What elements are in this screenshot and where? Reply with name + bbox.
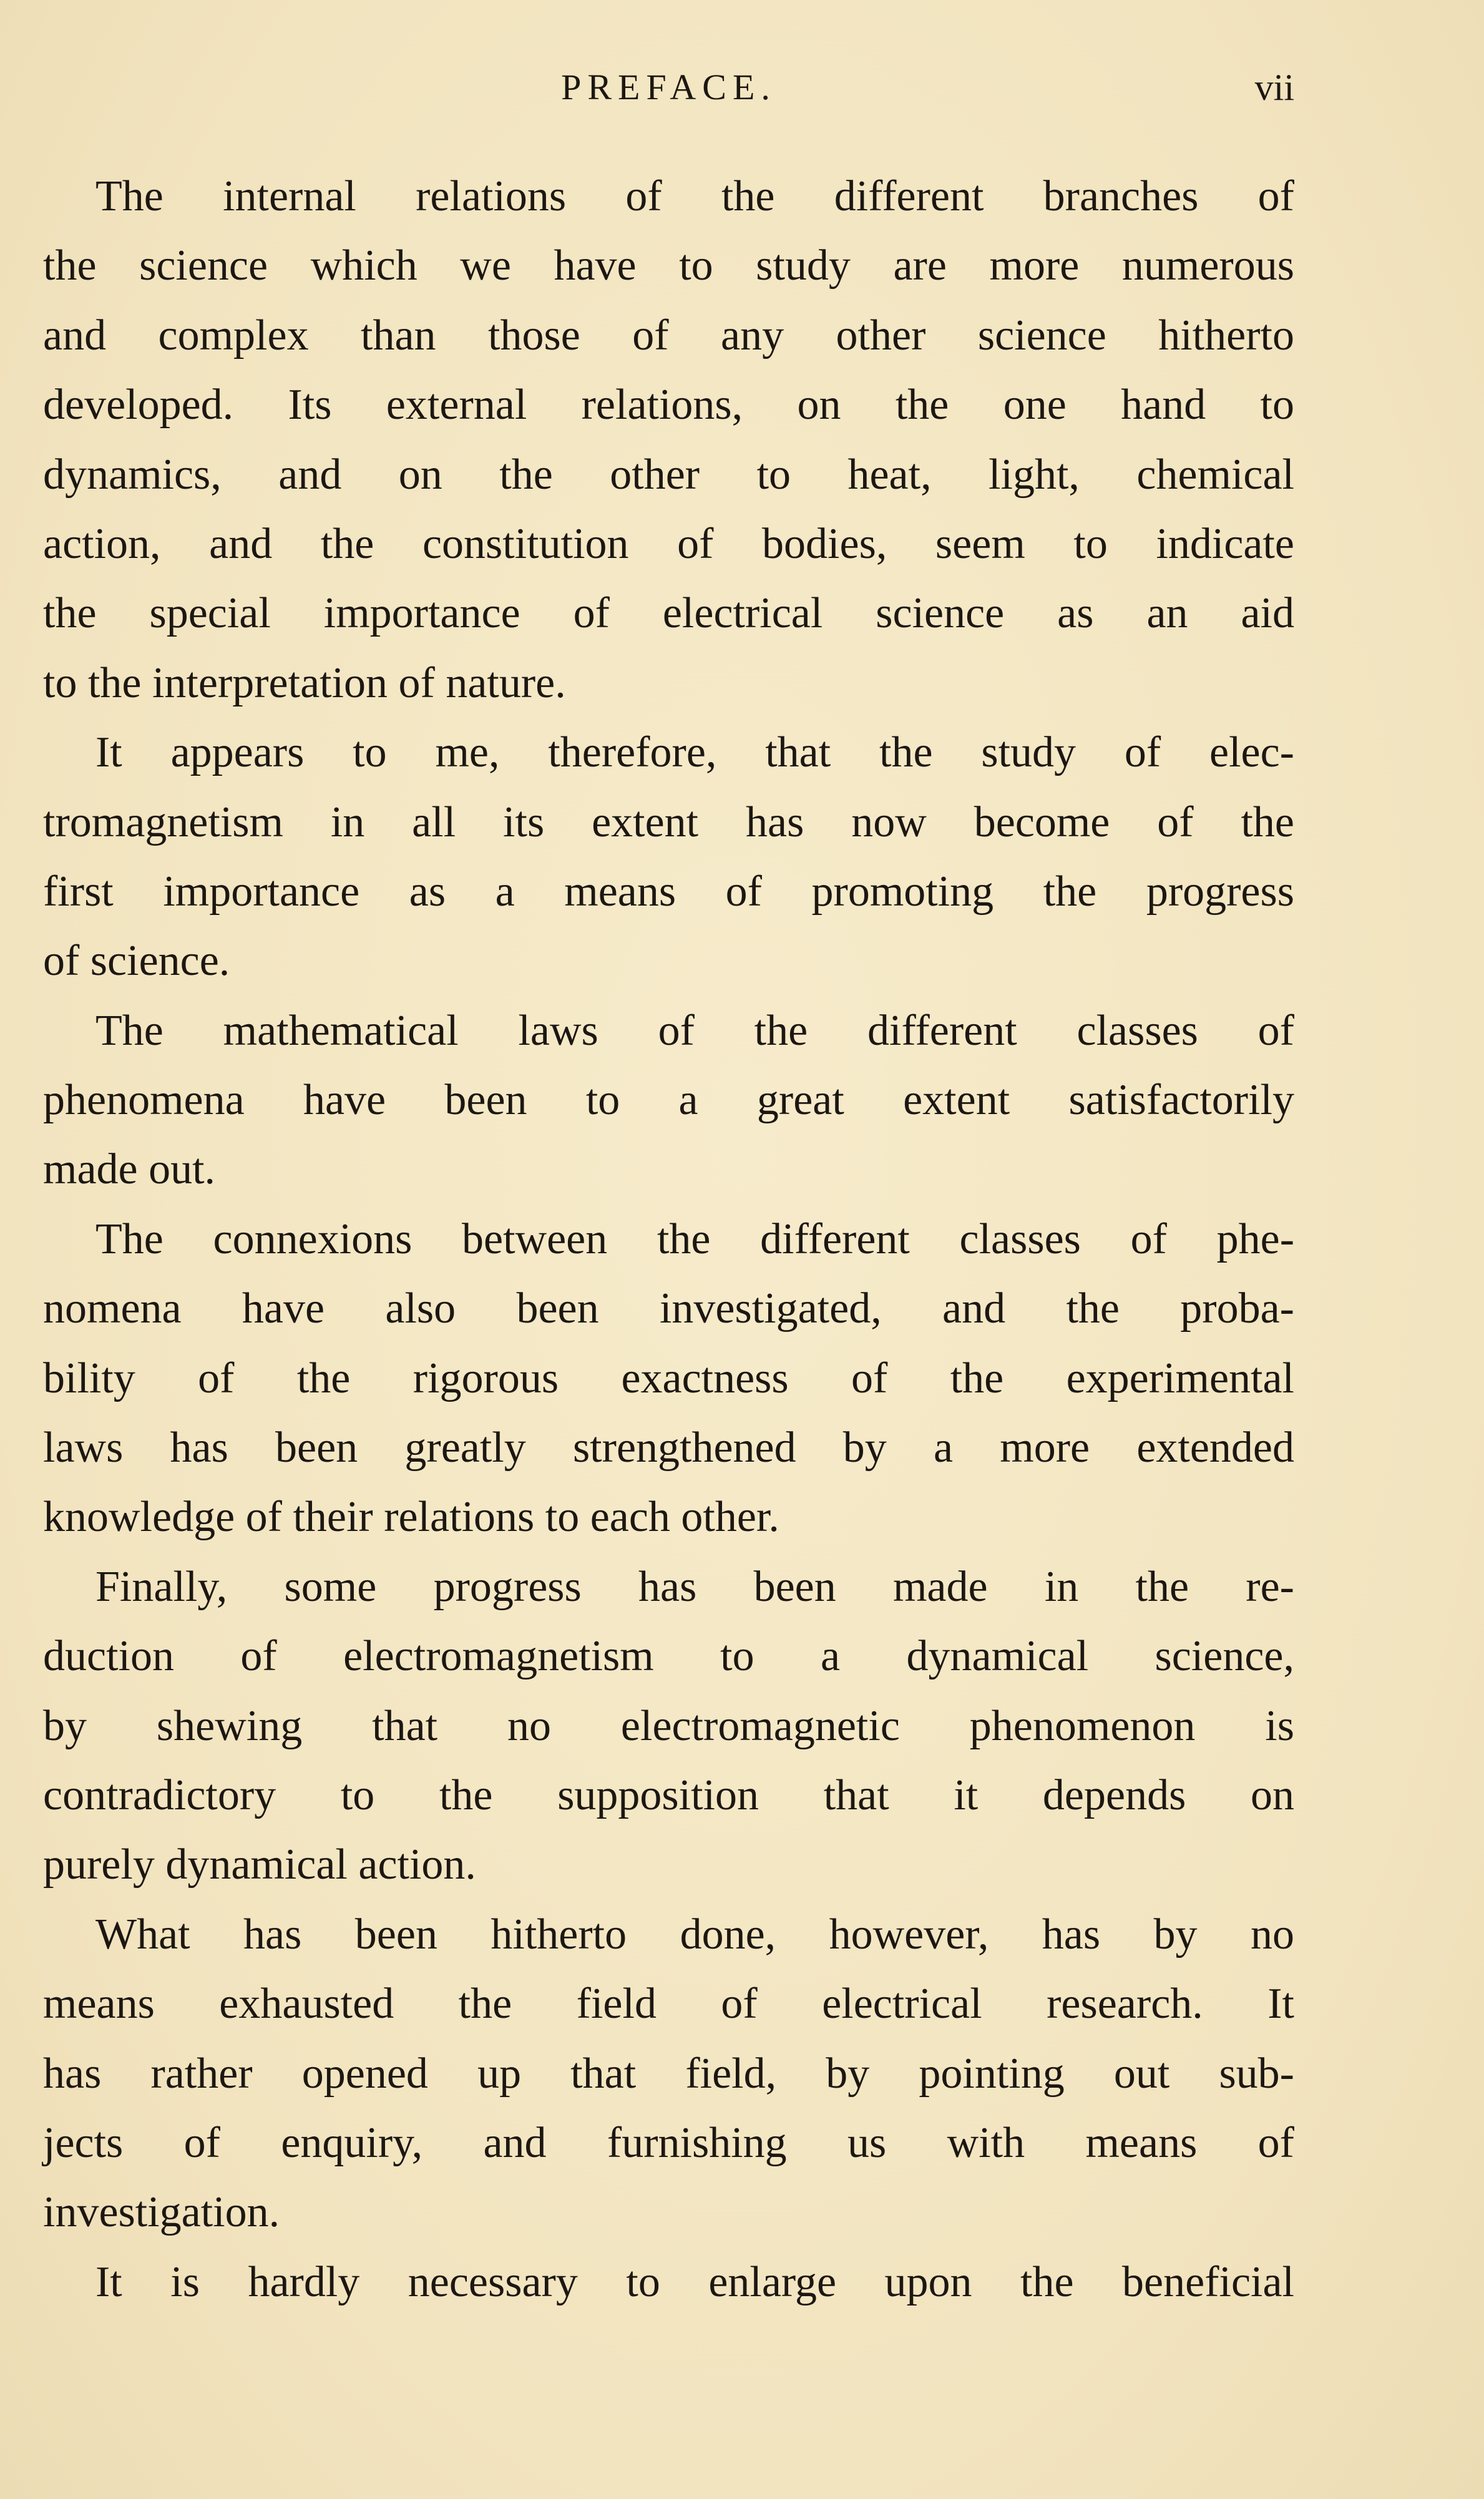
text-line: The connexions between the different classes of phe-: [95, 1215, 1294, 1263]
paragraph: [43, 718, 1294, 996]
text-line: What has been hitherto done, however, has by no: [95, 1910, 1294, 1959]
text-line: It appears to me, therefore, that the study of elec-: [95, 728, 1294, 777]
text-line: developed. Its external relations, on the one hand to: [43, 381, 1294, 429]
text-line: first importance as a means of promoting the progress: [43, 867, 1294, 916]
text-line: Finally, some progress has been made in the re-: [95, 1562, 1294, 1611]
paragraph: [43, 1552, 1294, 1900]
text-line: dynamics, and on the other to heat, light, chemical: [43, 450, 1294, 499]
text-line: jects of enquiry, and furnishing us with means of: [43, 2118, 1294, 2167]
paragraph: [43, 1205, 1294, 1552]
text-line: phenomena have been to a great extent satisfactorily: [43, 1076, 1294, 1125]
text-line: contradictory to the supposition that it depends on: [43, 1771, 1294, 1819]
paragraph: [43, 1900, 1294, 2247]
text-line: The mathematical laws of the different classes of: [95, 1006, 1294, 1055]
text-line: action, and the constitution of bodies, seem to indicate: [43, 519, 1294, 568]
page-header: [43, 57, 1294, 117]
running-title: PREFACE.: [561, 67, 776, 107]
text-line: by shewing that no electromagnetic phenomenon is: [43, 1701, 1294, 1750]
text-line: made out.: [43, 1145, 216, 1194]
text-line: laws has been greatly strengthened by a more extended: [43, 1424, 1294, 1472]
text-line: has rather opened up that field, by pointing out sub-: [43, 2049, 1294, 2098]
paragraph: [43, 2247, 1294, 2317]
text-line: to the interpretation of nature.: [43, 658, 566, 707]
text-line: nomena have also been investigated, and the proba-: [43, 1284, 1294, 1333]
page-number: vii: [1254, 67, 1294, 108]
text-line: the science which we have to study are more numerous: [43, 242, 1294, 290]
text-line: The internal relations of the different branches of: [95, 172, 1294, 220]
text-line: investigation.: [43, 2188, 280, 2237]
text-line: the special importance of electrical science as an aid: [43, 589, 1294, 638]
text-line: knowledge of their relations to each other.: [43, 1493, 779, 1542]
paragraph: [43, 996, 1294, 1205]
text-line: and complex than those of any other science hitherto: [43, 311, 1294, 359]
page-body: [43, 162, 1294, 2317]
text-line: tromagnetism in all its extent has now become of the: [43, 798, 1294, 846]
text-line: bility of the rigorous exactness of the experimental: [43, 1354, 1294, 1402]
text-line: duction of electromagnetism to a dynamical science,: [43, 1632, 1294, 1681]
text-line: of science.: [43, 937, 230, 985]
text-line: purely dynamical action.: [43, 1841, 476, 1889]
paragraph: [43, 162, 1294, 718]
text-line: It is hardly necessary to enlarge upon the beneficial: [95, 2257, 1294, 2306]
text-line: means exhausted the field of electrical research. It: [43, 1980, 1294, 2028]
